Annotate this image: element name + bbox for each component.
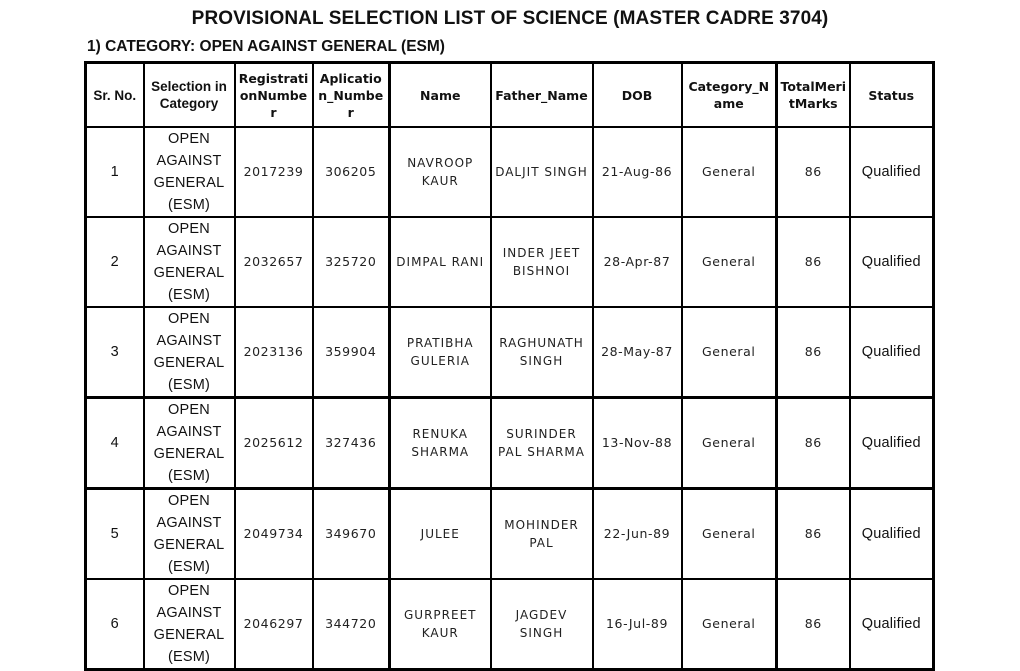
- cell-sr-no: 6: [86, 579, 144, 670]
- cell-name: GURPREET KAUR: [390, 579, 491, 670]
- table-row: [86, 307, 934, 398]
- cell-sr-no: 1: [86, 127, 144, 217]
- cell-total-merit-marks: 86: [777, 489, 850, 580]
- cell-dob: 28-Apr-87: [593, 217, 682, 307]
- cell-status: Qualified: [850, 489, 934, 580]
- header-name: Name: [390, 63, 491, 128]
- cell-name: PRATIBHA GULERIA: [390, 307, 491, 398]
- cell-total-merit-marks: 86: [777, 398, 850, 489]
- cell-name: DIMPAL RANI: [390, 217, 491, 307]
- cell-father-name: JAGDEV SINGH: [491, 579, 593, 670]
- cell-dob: 21-Aug-86: [593, 127, 682, 217]
- cell-application-number: 325720: [313, 217, 390, 307]
- cell-selection-in-category: OPEN AGAINST GENERAL (ESM): [144, 398, 235, 489]
- cell-sr-no: 2: [86, 217, 144, 307]
- cell-dob: 13-Nov-88: [593, 398, 682, 489]
- cell-father-name: RAGHUNATH SINGH: [491, 307, 593, 398]
- cell-registration-number: 2046297: [235, 579, 313, 670]
- header-dob: DOB: [593, 63, 682, 128]
- section-heading: 1) CATEGORY: OPEN AGAINST GENERAL (ESM): [87, 38, 445, 55]
- cell-status: Qualified: [850, 579, 934, 670]
- cell-sr-no: 5: [86, 489, 144, 580]
- table-row: [86, 217, 934, 307]
- cell-registration-number: 2025612: [235, 398, 313, 489]
- header-category-name: Category_Name: [682, 63, 777, 128]
- cell-registration-number: 2032657: [235, 217, 313, 307]
- cell-category-name: General: [682, 398, 777, 489]
- cell-total-merit-marks: 86: [777, 307, 850, 398]
- cell-name: RENUKA SHARMA: [390, 398, 491, 489]
- cell-father-name: MOHINDER PAL: [491, 489, 593, 580]
- table-row: [86, 489, 934, 580]
- cell-application-number: 359904: [313, 307, 390, 398]
- cell-category-name: General: [682, 307, 777, 398]
- header-status: Status: [850, 63, 934, 128]
- cell-application-number: 349670: [313, 489, 390, 580]
- cell-registration-number: 2023136: [235, 307, 313, 398]
- header-total-merit-marks: TotalMeritMarks: [777, 63, 850, 128]
- cell-category-name: General: [682, 579, 777, 670]
- cell-total-merit-marks: 86: [777, 217, 850, 307]
- cell-father-name: DALJIT SINGH: [491, 127, 593, 217]
- cell-application-number: 306205: [313, 127, 390, 217]
- cell-sr-no: 3: [86, 307, 144, 398]
- cell-total-merit-marks: 86: [777, 127, 850, 217]
- cell-status: Qualified: [850, 217, 934, 307]
- cell-selection-in-category: OPEN AGAINST GENERAL (ESM): [144, 307, 235, 398]
- cell-selection-in-category: OPEN AGAINST GENERAL (ESM): [144, 127, 235, 217]
- cell-application-number: 327436: [313, 398, 390, 489]
- cell-registration-number: 2017239: [235, 127, 313, 217]
- header-registration-number: RegistrationNumber: [235, 63, 313, 128]
- header-selection-in-category: Selection in Category: [144, 63, 235, 128]
- cell-selection-in-category: OPEN AGAINST GENERAL (ESM): [144, 579, 235, 670]
- cell-total-merit-marks: 86: [777, 579, 850, 670]
- cell-status: Qualified: [850, 398, 934, 489]
- header-father-name: Father_Name: [491, 63, 593, 128]
- selection-table: [84, 61, 935, 671]
- cell-selection-in-category: OPEN AGAINST GENERAL (ESM): [144, 489, 235, 580]
- header-sr-no: Sr. No.: [86, 63, 144, 128]
- cell-status: Qualified: [850, 127, 934, 217]
- cell-category-name: General: [682, 489, 777, 580]
- cell-father-name: SURINDER PAL SHARMA: [491, 398, 593, 489]
- table-row: [86, 398, 934, 489]
- cell-registration-number: 2049734: [235, 489, 313, 580]
- cell-name: JULEE: [390, 489, 491, 580]
- header-application-number: Aplication_Number: [313, 63, 390, 128]
- table-row: [86, 579, 934, 670]
- cell-dob: 22-Jun-89: [593, 489, 682, 580]
- table-row: [86, 127, 934, 217]
- cell-category-name: General: [682, 217, 777, 307]
- cell-application-number: 344720: [313, 579, 390, 670]
- cell-dob: 16-Jul-89: [593, 579, 682, 670]
- cell-status: Qualified: [850, 307, 934, 398]
- cell-father-name: INDER JEET BISHNOI: [491, 217, 593, 307]
- cell-selection-in-category: OPEN AGAINST GENERAL (ESM): [144, 217, 235, 307]
- cell-dob: 28-May-87: [593, 307, 682, 398]
- cell-name: NAVROOP KAUR: [390, 127, 491, 217]
- page-title: PROVISIONAL SELECTION LIST OF SCIENCE (MASTER CADRE 3704): [191, 8, 829, 29]
- cell-category-name: General: [682, 127, 777, 217]
- table-header-row: [86, 63, 934, 128]
- cell-sr-no: 4: [86, 398, 144, 489]
